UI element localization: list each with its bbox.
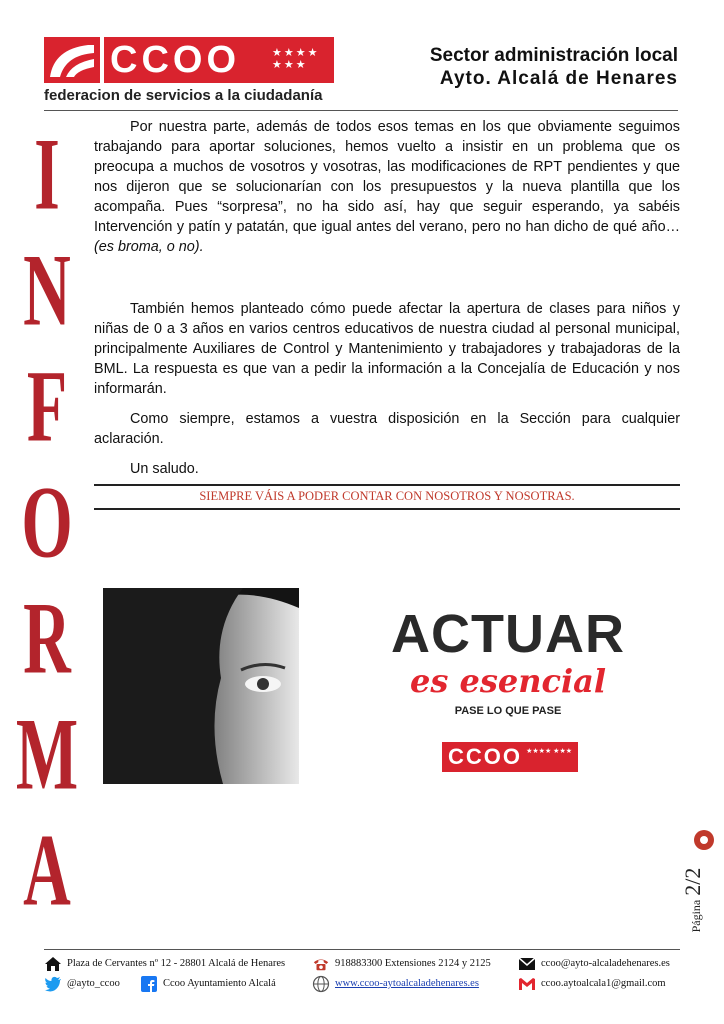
footer-facebook[interactable]: [140, 975, 276, 993]
slogan: SIEMPRE VÁIS A PODER CONTAR CON NOSOTROS Y NOSOTRAS.: [199, 489, 575, 503]
email-text[interactable]: ccoo@ayto-alcaladehenares.es: [541, 958, 670, 969]
website-link[interactable]: www.ccoo-aytoalcaladehenares.es: [335, 978, 479, 989]
campaign-tagline: PASE LO QUE PASE: [454, 705, 562, 717]
paragraph-rpt-aside: (es broma, o no).: [94, 239, 204, 255]
address-text: Plaza de Cervantes nº 12 - 28801 Alcalá de Henares: [67, 958, 286, 969]
informa-letter: O: [21, 466, 73, 580]
phone-icon: [312, 956, 330, 972]
header-divider: [44, 110, 678, 111]
informa-letter: N: [23, 234, 71, 348]
phone-text: 918883300 Extensiones 2124 y 2125: [335, 958, 491, 969]
footer-phone: [312, 955, 491, 973]
sector-heading: [430, 44, 678, 90]
logo-emblem-icon: [44, 37, 100, 83]
slogan-rule-bottom: [94, 508, 680, 510]
paragraph-greeting: Un saludo.: [130, 461, 199, 477]
campaign-subtitle: es esencial: [409, 662, 607, 700]
footer-address: [44, 955, 285, 973]
informa-letter: A: [23, 814, 71, 928]
twitter-icon: [44, 976, 62, 992]
home-icon: [44, 956, 62, 972]
footer-website[interactable]: [312, 975, 479, 993]
gmail-icon: [518, 976, 536, 992]
federation-name: federacion de servicios a la ciudadanía: [44, 87, 323, 104]
campaign-banner: [350, 605, 666, 775]
twitter-handle[interactable]: @ayto_ccoo: [67, 978, 120, 989]
informa-letter: R: [23, 582, 71, 696]
informa-letter: I: [34, 118, 60, 232]
portrait-photo: [103, 588, 299, 784]
footer-twitter[interactable]: [44, 975, 120, 993]
ccoo-logo: [44, 37, 334, 83]
campaign-ccoo-logo: [442, 742, 578, 772]
sector-line-1: Sector administración local: [429, 45, 678, 66]
globe-icon: [312, 976, 330, 992]
gmail-text[interactable]: ccoo.aytoalcala1@gmail.com: [541, 978, 666, 989]
logo-stars: ★★★★ ★★★: [272, 47, 320, 71]
slogan-rule-top: [94, 484, 680, 486]
campaign-logo-stars: ★★★★ ★★★: [526, 748, 572, 755]
logo-emblem: [44, 37, 100, 83]
campaign-title: ACTUAR: [391, 604, 625, 664]
sector-line-2: Ayto. Alcalá de Henares: [439, 68, 678, 89]
informa-letter: F: [26, 350, 68, 464]
page-label: Página: [689, 899, 703, 933]
paragraph-rpt: [94, 117, 680, 257]
footer-divider: [44, 949, 680, 950]
informa-vertical-title: [14, 118, 80, 930]
body-text: [94, 117, 680, 479]
logo-text: CCOO: [110, 39, 240, 81]
portrait-illustration: [103, 588, 299, 784]
paragraph-rpt-text: Por nuestra parte, además de todos esos temas en los que obviamente seguimos trabajando para aportar soluciones, hemos vuelto a insistir en un problema que os preocupa a muchos de vosotros y vosotras, las modificaciones de RPT pendientes y que nos dijeron que se solucionarían con los presupuestos y la nueva plantilla que los acompaña. Pues “sorpresa”, no ha sido así, hay que seguir esperando, ya sabéis Intervención y patín y patatán, que igual antes del verano, pero no han dicho de qué año…: [94, 119, 680, 235]
campaign-logo-text: CCOO: [448, 744, 522, 769]
page-number: [680, 840, 720, 960]
envelope-icon: [518, 956, 536, 972]
informa-letter: M: [15, 698, 79, 812]
facebook-text[interactable]: Ccoo Ayuntamiento Alcalá: [163, 978, 276, 989]
paragraph-classes: También hemos planteado cómo puede afectar la apertura de clases para niños y niñas de 0 a 3 años en varios centros educativos de nuestra ciudad al personal municipal, principalmente Auxiliares de Control y Mantenimiento y trabajadores y trabajadoras de la BML. La respuesta es que van a pedir la información a la Concejalía de Educación y nos informarán.: [94, 301, 680, 397]
footer-gmail[interactable]: [518, 975, 666, 993]
page-value: 2/2: [680, 867, 705, 896]
facebook-icon: [140, 976, 158, 992]
paragraph-availability: Como siempre, estamos a vuestra disposición en la Sección para cualquier aclaración.: [94, 411, 680, 447]
footer-email[interactable]: [518, 955, 670, 973]
